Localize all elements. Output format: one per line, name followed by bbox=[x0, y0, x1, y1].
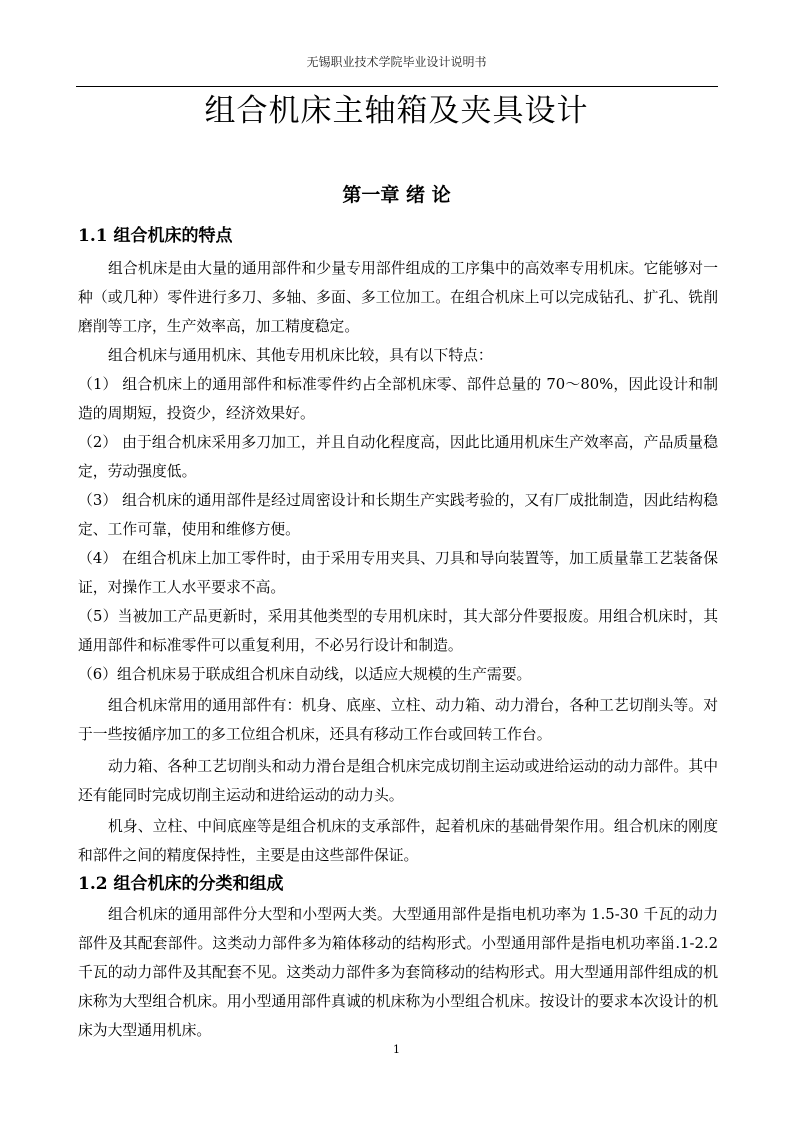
feature-item-4: （4） 在组合机床上加工零件时，由于采用专用夹具、刀具和导向装置等，加工质量靠工艺装备保证，对操作工人水平要求不高。 bbox=[78, 550, 718, 596]
section-heading-1-2: 1.2 组合机床的分类和组成 bbox=[78, 874, 284, 894]
paragraph-comparison: 组合机床与通用机床、其他专用机床比较，具有以下特点： bbox=[108, 347, 493, 364]
paragraph-support-parts: 机身、立柱、中间底座等是组合机床的支承部件，起着机床的基础骨架作用。组合机床的刚度和部件之间的精度保持性，主要是由这些部件保证。 bbox=[78, 818, 718, 864]
header-divider bbox=[76, 86, 718, 87]
paragraph-intro: 组合机床是由大量的通用部件和少量专用部件组成的工序集中的高效率专用机床。它能够对一种（或几种）零件进行多刀、多轴、多面、多工位加工。在组合机床上可以完成钻孔、扩孔、铣削磨削等工序，生产效率高，加工精度稳定。 bbox=[78, 260, 718, 335]
feature-item-1: （1） 组合机床上的通用部件和标准零件约占全部机床零、部件总量的 70～80%，因此设计和制造的周期短，投资少，经济效果好。 bbox=[78, 376, 718, 422]
paragraph-common-parts: 组合机床常用的通用部件有：机身、底座、立柱、动力箱、动力滑台，各种工艺切削头等。对于一些按循序加工的多工位组合机床，还具有移动工作台或回转工作台。 bbox=[78, 697, 718, 743]
chapter-title: 第一章 绪 论 bbox=[342, 184, 451, 206]
feature-item-3: （3） 组合机床的通用部件是经过周密设计和长期生产实践考验的，又有厂成批制造，因此结构稳定、工作可靠，使用和维修方便。 bbox=[78, 492, 718, 538]
running-header: 无锡职业技术学院毕业设计说明书 bbox=[306, 55, 487, 69]
feature-item-5: （5）当被加工产品更新时，采用其他类型的专用机床时，其大部分件要报废。用组合机床时，其通用部件和标准零件可以重复利用，不必另行设计和制造。 bbox=[78, 608, 718, 654]
feature-item-2: （2） 由于组合机床采用多刀加工，并且自动化程度高，因此比通用机床生产效率高，产品质量稳定，劳动强度低。 bbox=[78, 434, 718, 480]
feature-item-6: （6）组合机床易于联成组合机床自动线，以适应大规模的生产需要。 bbox=[78, 666, 532, 683]
section-heading-1-1: 1.1 组合机床的特点 bbox=[78, 226, 233, 246]
document-title: 组合机床主轴箱及夹具设计 bbox=[204, 93, 589, 129]
page-number: 1 bbox=[393, 1043, 400, 1056]
paragraph-power-parts: 动力箱、各种工艺切削头和动力滑台是组合机床完成切削主运动或进给运动的动力部件。其中还有能同时完成切削主运动和进给运动的动力头。 bbox=[78, 758, 718, 804]
paragraph-classification: 组合机床的通用部件分大型和小型两大类。大型通用部件是指电机功率为 1.5-30 千瓦的动力部件及其配套部件。这类动力部件多为箱体移动的结构形式。小型通用部件是指电机功率甾.1-2.2 千瓦的动力部件及其配套不见。这类动力部件多为套筒移动的结构形式。用大型通用部件组成的机床称为大型组合机床。用小型通用部件真诚的机床称为小型组合机床。按设计的要求本次设计的机床为大型通用机床。 bbox=[78, 906, 718, 1039]
